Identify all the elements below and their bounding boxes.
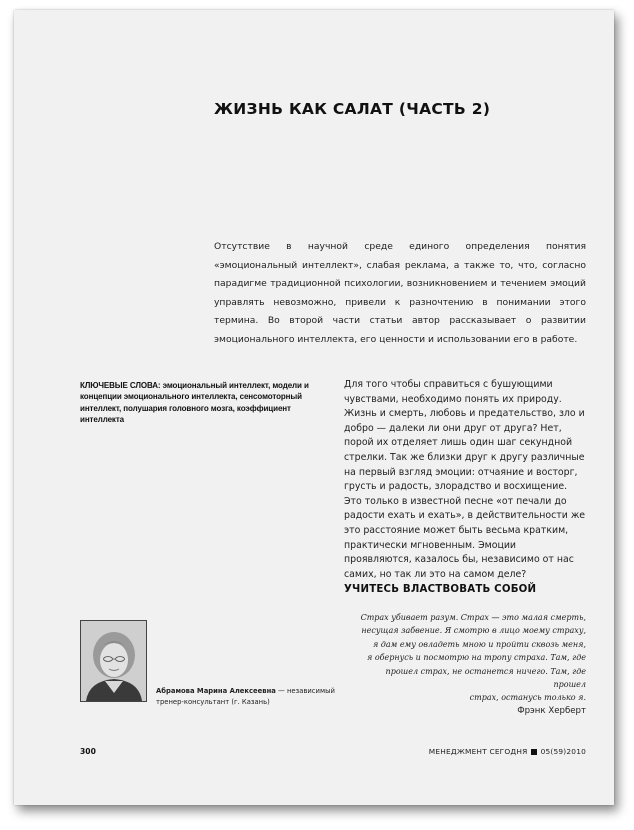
author-caption (156, 686, 356, 707)
magazine-name: МЕНЕДЖМЕНТ СЕГОДНЯ (428, 747, 528, 756)
author-photo (80, 620, 147, 702)
epigraph (352, 611, 586, 718)
section-heading: УЧИТЕСЬ ВЛАСТВОВАТЬ СОБОЙ (344, 584, 537, 595)
magazine-page (14, 10, 614, 805)
epigraph-line: страх, останусь только я. (469, 693, 586, 703)
square-bullet-icon (531, 749, 537, 755)
epigraph-line: прошел страх, не останется ничего. Там, где прошел (385, 666, 586, 690)
epigraph-line: Страх убивает разум. Страх — это малая смерть, (360, 613, 586, 622)
epigraph-author: Фрэнк Херберт (517, 705, 586, 716)
epigraph-line: несущая забвение. Я смотрю в лицо моему страху, (361, 626, 586, 636)
page-number: 300 (80, 747, 96, 756)
article-body: Для того чтобы справиться с бушующими чувствами, необходимо понять их природу. Жизнь и смерть, любовь и предательство, зло и добро — далеки ли они друг от друга? Нет, порой их отделяет лишь один шаг секундной стрелки. Так же близки друг к другу различные на первый взгляд эмоции: отчаяние и восторг, грусть и радость, злорадство и восхищение. Это только в известной песне «от печали до радости ехать и ехать», в действительности же это расстояние может быть весьма кратким, практически мгновенным. Эмоции проявляются, казалось бы, независимо от нас самих, но так ли это на самом деле? (344, 379, 586, 580)
issue-number: 05(59)2010 (540, 747, 586, 756)
author-name: Абрамова Марина Алексеевна (156, 687, 276, 695)
footer-magazine-info (429, 747, 586, 756)
article-lead: Отсутствие в научной среде единого определения понятия «эмоциональный интеллект», слабая реклама, а также то, что, согласно парадигме традиционной психологии, возникновением и течением эмоций управлять невозможно, привели к разночтению в понимании этого термина. Во второй части статьи автор рассказывает о развитии эмоционального интеллекта, его ценности и использовании его в работе. (214, 241, 586, 345)
epigraph-line: я дам ему овладеть мною и пройти сквозь меня, (372, 639, 586, 649)
article-title: ЖИЗНЬ КАК САЛАТ (ЧАСТЬ 2) (214, 100, 491, 118)
author-description: — независимый тренер-консультант (г. Казань) (156, 687, 335, 706)
author-portrait-image (81, 621, 146, 701)
keywords-block: КЛЮЧЕВЫЕ СЛОВА: эмоциональный интеллект, модели и концепции эмоционального интеллекта, сенсомоторный интеллект, полушария головного мозга, коэффициент интеллекта (80, 381, 309, 424)
epigraph-line: я обернусь и посмотрю на тропу страха. Там, где (366, 653, 586, 663)
